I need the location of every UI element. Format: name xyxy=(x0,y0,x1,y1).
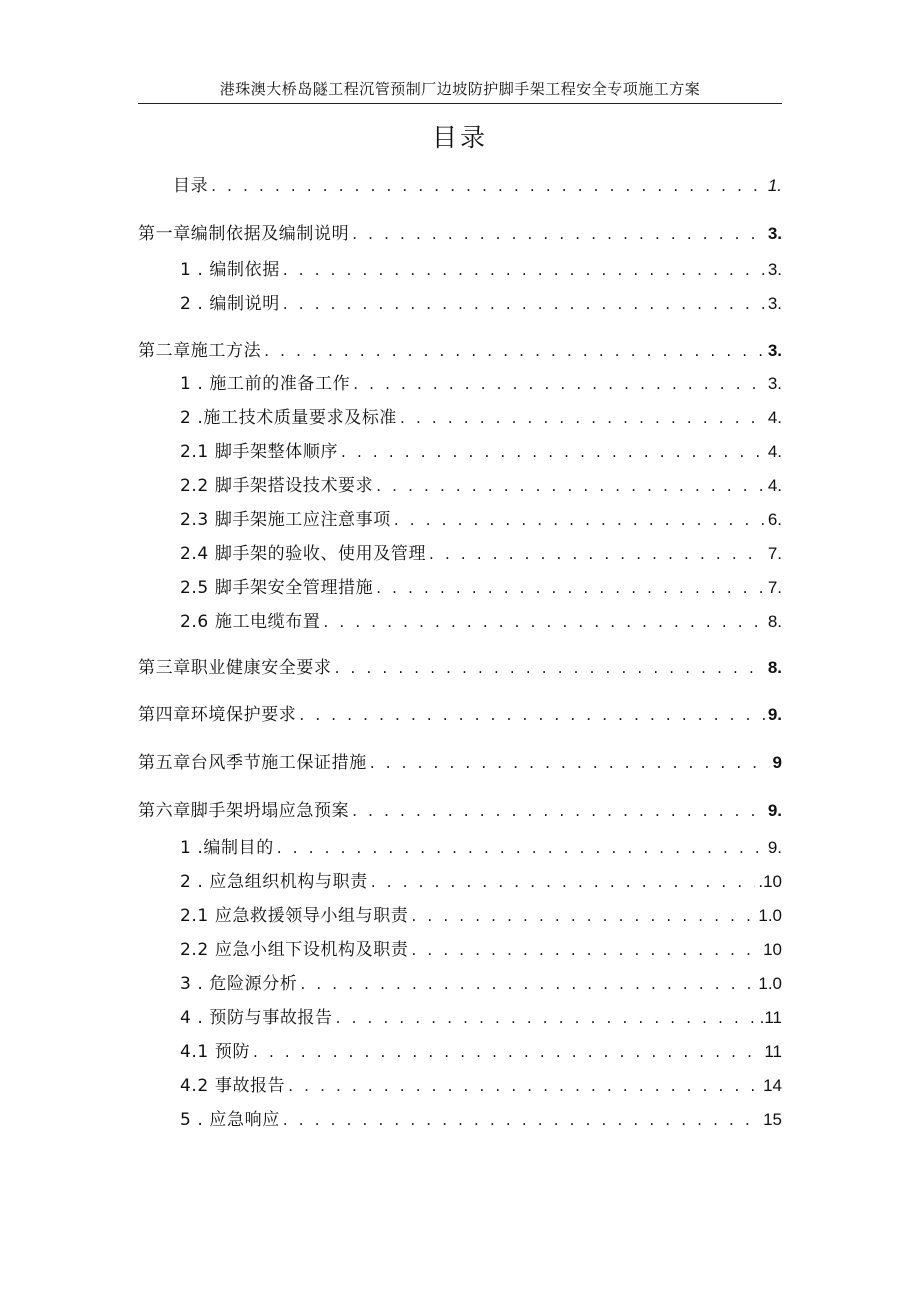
dot-leader xyxy=(411,907,755,925)
toc-entry[interactable] xyxy=(180,867,782,893)
toc-label: 目录 xyxy=(173,176,209,196)
dot-leader xyxy=(429,545,765,563)
toc-page-number: 9 xyxy=(772,753,782,772)
toc-page-number: 4. xyxy=(767,476,782,495)
toc-label: 4.2 事故报告 xyxy=(180,1076,286,1096)
toc-page-number: .11 xyxy=(759,1008,782,1027)
toc-page-number: 3. xyxy=(767,294,782,313)
toc-entry[interactable] xyxy=(180,289,782,315)
dot-leader xyxy=(288,1077,760,1095)
toc-label: 1 . 编制依据 xyxy=(180,260,280,280)
toc-entry[interactable] xyxy=(173,171,782,197)
dot-leader xyxy=(253,1043,761,1061)
dot-leader xyxy=(376,579,765,597)
toc-entry[interactable] xyxy=(180,255,782,281)
toc-label: 2 . 应急组织机构与职责 xyxy=(180,872,368,892)
header-divider xyxy=(138,103,782,104)
dot-leader xyxy=(336,1009,757,1027)
dot-leader xyxy=(299,706,764,724)
dot-leader xyxy=(277,839,765,857)
toc-entry[interactable] xyxy=(180,403,782,429)
toc-label: 第一章编制依据及编制说明 xyxy=(138,224,350,244)
toc-entry[interactable] xyxy=(138,700,782,726)
toc-label: 2.5 脚手架安全管理措施 xyxy=(180,578,374,598)
toc-entry[interactable] xyxy=(180,573,782,599)
toc-page-number: 3. xyxy=(767,341,782,360)
toc-page-number: 11 xyxy=(764,1042,782,1061)
toc-label: 2 .施工技术质量要求及标准 xyxy=(180,408,398,428)
toc-page-number: 9. xyxy=(767,838,782,857)
dot-leader xyxy=(335,659,765,677)
dot-leader xyxy=(341,443,765,461)
toc-label: 1 . 施工前的准备工作 xyxy=(180,374,351,394)
toc-entry[interactable] xyxy=(180,539,782,565)
dot-leader xyxy=(283,295,765,313)
toc-entry[interactable] xyxy=(180,369,782,395)
toc-page-number: 3. xyxy=(767,374,782,393)
toc-label: 2 . 编制说明 xyxy=(180,294,280,314)
toc-entry[interactable] xyxy=(180,935,782,961)
running-header: 港珠澳大桥岛隧工程沉管预制厂边坡防护脚手架工程安全专项施工方案 xyxy=(219,80,701,98)
toc-entry[interactable] xyxy=(180,1037,782,1063)
toc-page-number: 3. xyxy=(767,224,782,243)
dot-leader xyxy=(370,754,770,772)
toc-label: 2.1 应急救援领导小组与职责 xyxy=(180,906,409,926)
toc-label: 第三章职业健康安全要求 xyxy=(138,658,332,678)
dot-leader xyxy=(400,409,765,427)
toc-page-number: 3. xyxy=(767,260,782,279)
dot-leader xyxy=(264,342,765,360)
toc-entry[interactable] xyxy=(180,1003,782,1029)
toc-page-number: 9. xyxy=(767,801,782,820)
toc-page-number: 1.0 xyxy=(758,906,782,925)
dot-leader xyxy=(300,975,755,993)
toc-label: 1 .编制目的 xyxy=(180,838,274,858)
toc-entry[interactable] xyxy=(180,607,782,633)
toc-label: 2.4 脚手架的验收、使用及管理 xyxy=(180,544,427,564)
toc-label: 4.1 预防 xyxy=(180,1042,251,1062)
toc-entry[interactable] xyxy=(138,796,782,822)
toc-page-number: 4. xyxy=(767,442,782,461)
toc-label: 4 . 预防与事故报告 xyxy=(180,1008,333,1028)
toc-entry[interactable] xyxy=(180,833,782,859)
toc-page-number: 8. xyxy=(767,612,782,631)
toc-entry[interactable] xyxy=(180,969,782,995)
dot-leader xyxy=(283,1111,760,1129)
toc-label: 第六章脚手架坍塌应急预案 xyxy=(138,801,350,821)
page-title: 目录 xyxy=(431,123,488,152)
dot-leader xyxy=(352,225,765,243)
toc-entry[interactable] xyxy=(138,219,782,245)
toc-entry[interactable] xyxy=(180,1071,782,1097)
dot-leader xyxy=(283,261,765,279)
toc-page-number: 10 xyxy=(763,940,782,959)
toc-label: 2.3 脚手架施工应注意事项 xyxy=(180,510,391,530)
toc-entry[interactable] xyxy=(180,1105,782,1131)
toc-label: 第五章台风季节施工保证措施 xyxy=(138,753,367,773)
toc-page-number: 7. xyxy=(767,578,782,597)
dot-leader xyxy=(376,477,765,495)
toc-entry[interactable] xyxy=(180,505,782,531)
toc-page-number: 1. xyxy=(767,176,782,195)
toc-page-number: 6. xyxy=(767,510,782,529)
toc-label: 第二章施工方法 xyxy=(138,341,262,361)
dot-leader xyxy=(394,511,765,529)
dot-leader xyxy=(323,613,764,631)
toc-page-number: 4. xyxy=(767,408,782,427)
toc-label: 3 . 危险源分析 xyxy=(180,974,298,994)
toc-entry[interactable] xyxy=(138,336,782,362)
toc-page-number: .10 xyxy=(758,872,782,891)
toc-label: 2.2 应急小组下设机构及职责 xyxy=(180,940,409,960)
toc-label: 5 . 应急响应 xyxy=(180,1110,280,1130)
toc-page-number: 14 xyxy=(763,1076,782,1095)
toc-label: 2.2 脚手架搭设技术要求 xyxy=(180,476,374,496)
toc-entry[interactable] xyxy=(138,653,782,679)
dot-leader xyxy=(411,941,760,959)
toc-page-number: 15 xyxy=(763,1110,782,1129)
toc-label: 2.6 施工电缆布置 xyxy=(180,612,321,632)
toc-page-number: 7. xyxy=(767,544,782,563)
toc-entry[interactable] xyxy=(180,437,782,463)
toc-page-number: 1.0 xyxy=(758,974,782,993)
dot-leader xyxy=(353,375,765,393)
dot-leader xyxy=(371,873,756,891)
toc-label: 2.1 脚手架整体顺序 xyxy=(180,442,339,462)
toc-entry[interactable] xyxy=(138,748,782,774)
toc-label: 第四章环境保护要求 xyxy=(138,705,297,725)
toc-entry[interactable] xyxy=(180,901,782,927)
toc-page-number: 9. xyxy=(767,705,782,724)
toc-page-number: 8. xyxy=(767,658,782,677)
toc-entry[interactable] xyxy=(180,471,782,497)
dot-leader xyxy=(352,802,765,820)
dot-leader xyxy=(211,177,765,195)
